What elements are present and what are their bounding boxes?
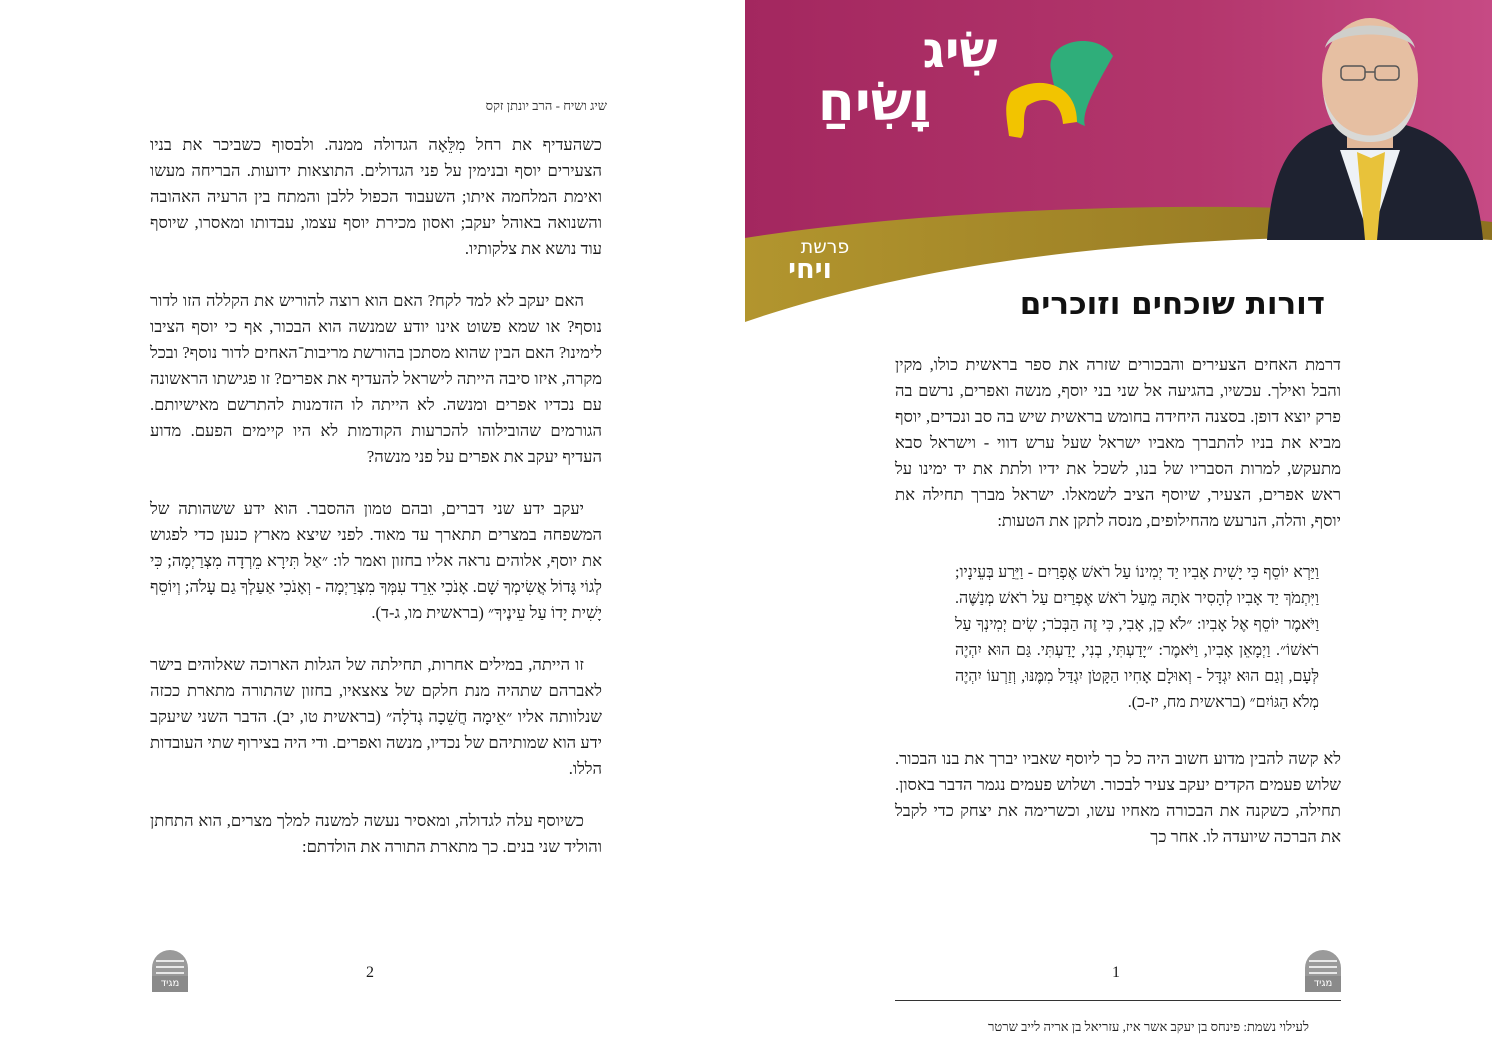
brand-title-line2: וָשִׂיחַ (817, 70, 931, 133)
left-page (0, 0, 745, 1058)
right-page (745, 0, 1492, 1058)
paragraph: האם יעקב לא למד לקח? האם הוא רוצה להוריש את הקללה הזו לדור נוסף? או שמא פשוט אינו יודע שמנשה הוא הבכור, אף כי יוסף הציבו לימינו? האם הבין שהוא מסתכן בהורשת מריבות־האחים לדור נוסף? ובכל מקרה, איזו סיבה הייתה לישראל להעדיף את אפרים? זו פגישתו הראשונה עם נכדיו אפרים ומנשה. לא הייתה לו הזדמנות להתרשם מאישיותם. הגורמים שהובילוהו להכרעות הקודמות לא היו קיימים הפעם. מדוע העדיף יעקב את אפרים על פני מנשה? (150, 291, 602, 466)
page-number: 1 (1112, 964, 1120, 981)
paragraph: כשהעדיף את רחל מִלֵּאָה הגדולה ממנה. ולבסוף כשביכר את בניו הצעירים יוסף ובנימין על פני הגדולים. התוצאות ידועות. הבריחה מעשו ואימת המלחמה איתו; השעבוד הכפול ללבן והמתח בין הרעיה האהובה והשנואה באוהל יעקב; ואסון מכירת יוסף עצמו, עבדותו ומאסרו, שיוסף עוד נושא את צלקותיו. (150, 135, 602, 258)
scripture-quote: וַיַּרְא יוֹסֵף כִּי יָשִׁית אָבִיו יַד יְמִינוֹ עַל רֹאשׁ אֶפְרַיִם - וַיֵּרַע בְּעֵינָיו; וַיִּתְמֹךְ יַד אָבִיו לְהָסִיר אֹתָהּ מֵעַל רֹאשׁ אֶפְרַיִם עַל רֹאשׁ מְנַשֶּׁה. וַיֹּאמֶר יוֹסֵף אֶל אָבִיו: ״לֹא כֵן, אָבִי, כִּי זֶה הַבְּכֹר; שִׂים יְמִינְךָ עַל רֹאשׁוֹ״. וַיְמָאֵן אָבִיו, וַיֹּאמֶר: ״יָדַעְתִּי, בְנִי, יָדַעְתִּי. גַּם הוּא יִהְיֶה לְּעָם, וְגַם הוּא יִגְדָּל - וְאוּלָם אָחִיו הַקָּטֹן יִגְדַּל מִמֶּנּוּ, וְזַרְעוֹ יִהְיֶה מְלֹא הַגּוֹיִם״ (בראשית מח, יז-כ). (955, 564, 1319, 711)
running-head: שיג ושיח - הרב יונתן זקס (485, 98, 607, 113)
logo-label: מגיד (152, 976, 188, 992)
publisher-logo (1305, 950, 1341, 990)
memorial-dedication: לעילוי נשמת: פינחס בן יעקב אשר איז, עזריאל בן אריה לייב שרטר (988, 1019, 1309, 1034)
paragraph: כשיוסף עלה לגדולה, ומאסיר נעשה למשנה למלך מצרים, הוא התחתן והוליד שני בנים. כך מתארת התורה את הולדתם: (150, 811, 602, 856)
header-banner (745, 0, 1492, 322)
parasha-name: ויחי (788, 254, 832, 285)
publisher-logo (152, 950, 188, 990)
banner-graphic (745, 0, 1492, 322)
left-text-column (150, 132, 602, 886)
intro-paragraph: דרמת האחים הצעירים והבכורים שזרה את ספר בראשית כולו, מקין והבל ואילך. עכשיו, בהגיעה אל שני בני יוסף, מנשה ואפרים, נרשם בה פרק יוצא דופן. בסצנה היחידה בחומש בראשית שיש בה סב ונכדים, יוסף מביא את בניו להתברך מאביו ישראל שעל ערש דווי - וישראל סבא מתעקש, למרות הסבריו של בנו, לשכל את ידיו ולתת את יד ימינו על ראש אפרים, הצעיר, שיוסף הציב לשמאלו. ישראל מברך תחילה את יוסף, והלה, הנרעש מהחילופים, מנסה לתקן את הטעות: (895, 355, 1341, 530)
parasha-label: פרשת (800, 236, 850, 258)
brand-title-line1: שִׂיג (922, 21, 998, 79)
logo-dome-icon (1305, 950, 1341, 976)
footer-divider (895, 1000, 1341, 1001)
logo-label: מגיד (1305, 976, 1341, 992)
article-title: דורות שוכחים וזוכרים (1019, 286, 1325, 322)
logo-dome-icon (152, 950, 188, 976)
right-text-column (895, 352, 1341, 876)
paragraph: זו הייתה, במילים אחרות, תחילתה של הגלות הארוכה שאלוהים בישר לאברהם שתהיה מנת חלקם של צאצאיו, בחזון שהתורה מתארת ככזה שנלוותה אליו ״אֵימָה חֲשֵׁכָה גְדֹלָה״ (בראשית טו, יב). הדבר השני שיעקב ידע הוא שמותיהם של נכדיו, מנשה ואפרים. ודי היה בצירוף שתי העובדות הללו. (150, 655, 602, 778)
page-number: 2 (366, 964, 374, 981)
paragraph: יעקב ידע שני דברים, ובהם טמון ההסבר. הוא ידע ששהותה של המשפחה במצרים תתארך עד מאוד. לפני שיצא מארץ כנען כדי לפגוש את יוסף, אלוהים נראה אליו בחזון ואמר לו: ״אַל תִּירָא מֵרְדָה מִצְרַיְמָה; כִּי לְגוֹי גָּדוֹל אֲשִׂימְךָ שָׁם. אָנֹכִי אֵרֵד עִמְּךָ מִצְרַיְמָה - וְאָנֹכִי אַעַלְךָ גַם עָלֹה; וְיוֹסֵף יָשִׁית יָדוֹ עַל עֵינֶיךָ״ (בראשית מו, ג-ד). (150, 499, 602, 622)
closing-paragraph: לא קשה להבין מדוע חשוב היה כל כך ליוסף שאביו יברך את בנו הבכור. שלוש פעמים הקדים יעקב צעיר לבכור. ושלוש פעמים נגמר הדבר באסון. תחילה, כשקנה את הבכורה מאחיו עשו, וכשרימה את יצחק כדי לקבל את הברכה שיועדה לו. אחר כך (895, 749, 1341, 846)
